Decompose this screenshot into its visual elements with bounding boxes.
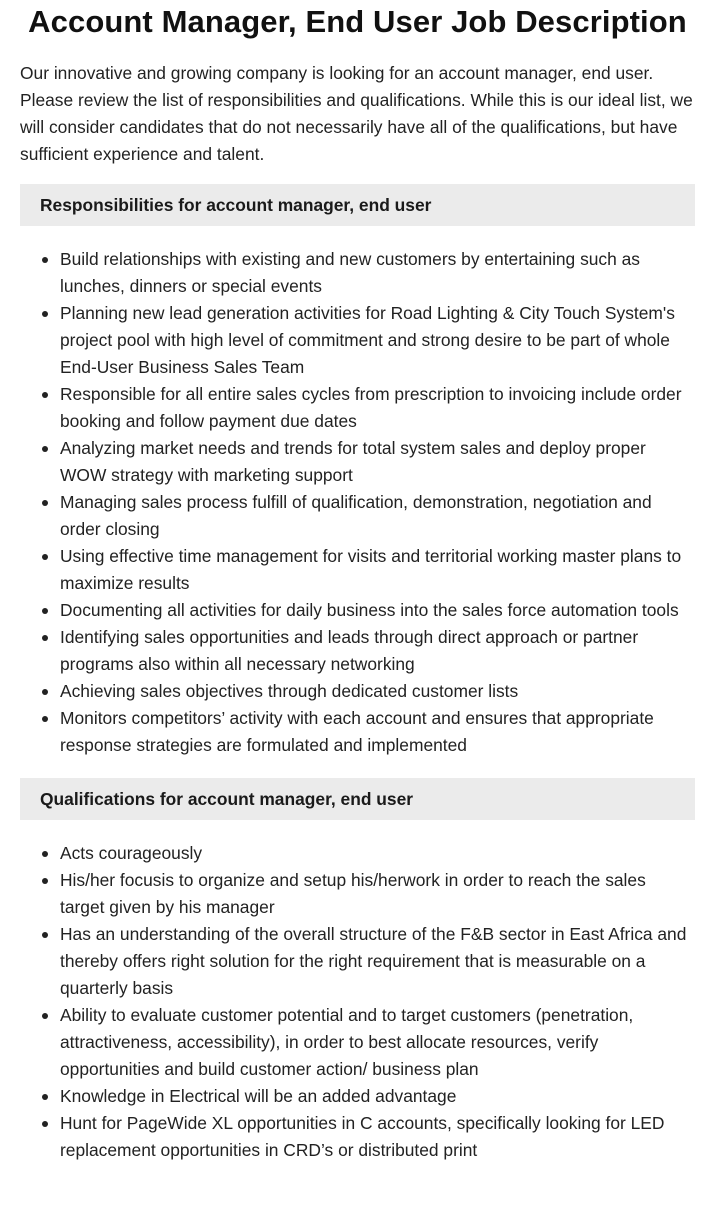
list-item: Hunt for PageWide XL opportunities in C accounts, specifically looking for LED replacement opportunities in CRD’s or distributed print [60,1110,695,1164]
list-item: Acts courageously [60,840,695,867]
responsibilities-heading: Responsibilities for account manager, end user [20,184,695,226]
list-item: His/her focusis to organize and setup his/herwork in order to reach the sales target given by his manager [60,867,695,921]
list-item: Monitors competitors’ activity with each account and ensures that appropriate response strategies are formulated and implemented [60,705,695,759]
intro-paragraph: Our innovative and growing company is looking for an account manager, end user. Please review the list of responsibilities and qualifications. While this is our ideal list, we will consider candidates that do not necessarily have all of the qualifications, but have sufficient experience and talent. [20,63,693,164]
list-item: Managing sales process fulfill of qualification, demonstration, negotiation and order closing [60,489,695,543]
list-item: Knowledge in Electrical will be an added advantage [60,1083,695,1110]
qualifications-heading: Qualifications for account manager, end user [20,778,695,820]
list-item: Responsible for all entire sales cycles from prescription to invoicing include order booking and follow payment due dates [60,381,695,435]
list-item: Identifying sales opportunities and leads through direct approach or partner programs also within all necessary networking [60,624,695,678]
page-title: Account Manager, End User Job Description [28,4,687,39]
list-item: Build relationships with existing and new customers by entertaining such as lunches, dinners or special events [60,246,695,300]
job-description-page [20,0,695,1164]
qualifications-list [20,840,695,1164]
list-item: Using effective time management for visits and territorial working master plans to maximize results [60,543,695,597]
list-item: Achieving sales objectives through dedicated customer lists [60,678,695,705]
list-item: Planning new lead generation activities for Road Lighting & City Touch System's project pool with high level of commitment and strong desire to be part of whole End-User Business Sales Team [60,300,695,381]
list-item: Has an understanding of the overall structure of the F&B sector in East Africa and thereby offers right solution for the right requirement that is measurable on a quarterly basis [60,921,695,1002]
list-item: Documenting all activities for daily business into the sales force automation tools [60,597,695,624]
list-item: Ability to evaluate customer potential and to target customers (penetration, attractiveness, accessibility), in order to best allocate resources, verify opportunities and build customer action/ business plan [60,1002,695,1083]
list-item: Analyzing market needs and trends for total system sales and deploy proper WOW strategy with marketing support [60,435,695,489]
responsibilities-list [20,246,695,759]
